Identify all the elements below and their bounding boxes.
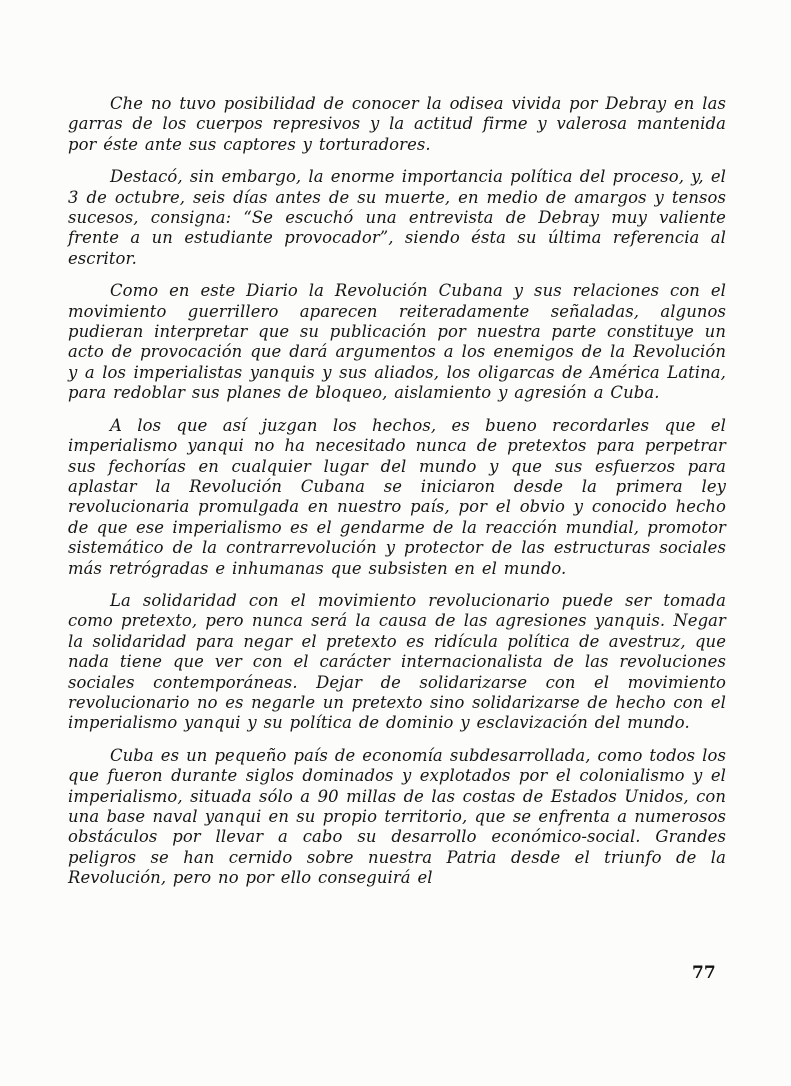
paragraph-2: Destacó, sin embargo, la enorme importancia política del proceso, y, el 3 de octubre, seis días antes de su muerte, en medio de amargos y tensos sucesos, consigna: “Se escuchó una entrevista de Debray muy valiente frente a un estudiante provocador”, siendo ésta su última referencia al escritor.	[68, 167, 726, 268]
paragraph-1: Che no tuvo posibilidad de conocer la odisea vivida por Debray en las garras de los cuerpos represivos y la actitud firme y valerosa mantenida por éste ante sus captores y torturadores.	[68, 94, 726, 154]
text-block	[68, 94, 726, 901]
paragraph-5: La solidaridad con el movimiento revolucionario puede ser tomada como pretexto, pero nunca será la causa de las agresiones yanquis. Negar la solidaridad para negar el pretexto es ridícula política de avestruz, que nada tiene que ver con el carácter internacionalista de las revoluciones sociales contemporáneas. Dejar de solidarizarse con el movimiento revolucionario no es negarle un pretexto sino solidarizarse de hecho con el imperialismo yanqui y su política de dominio y esclavización del mundo.	[68, 590, 726, 733]
page-number: 77	[692, 963, 716, 983]
paragraph-3: Como en este Diario la Revolución Cubana y sus relaciones con el movimiento guerrillero aparecen reiteradamente señaladas, algunos pudieran interpretar que su publicación por nuestra parte constituye un acto de provocación que dará argumentos a los enemigos de la Revolución y a los imperialistas yanquis y sus aliados, los oligarcas de América Latina, para redoblar sus planes de bloqueo, aislamiento y agresión a Cuba.	[68, 281, 726, 403]
paragraph-4: A los que así juzgan los hechos, es bueno recordarles que el imperialismo yanqui no ha necesitado nunca de pretextos para perpetrar sus fechorías en cualquier lugar del mundo y que sus esfuerzos para aplastar la Revolución Cubana se iniciaron desde la primera ley revolucionaria promulgada en nuestro país, por el obvio y conocido hecho de que ese imperialismo es el gendarme de la reacción mundial, promotor sistemático de la contrarrevolución y protector de las estructuras sociales más retrógradas e inhumanas que subsisten en el mundo.	[68, 415, 726, 578]
paragraph-6: Cuba es un pequeño país de economía subdesarrollada, como todos los que fueron durante siglos dominados y explotados por el colonialismo y el imperialismo, situada sólo a 90 millas de las costas de Estados Unidos, con una base naval yanqui en su propio territorio, que se enfrenta a numerosos obstáculos por llevar a cabo su desarrollo económico-social. Grandes peligros se han cernido sobre nuestra Patria desde el triunfo de la Revolución, pero no por ello conseguirá el	[68, 745, 726, 888]
